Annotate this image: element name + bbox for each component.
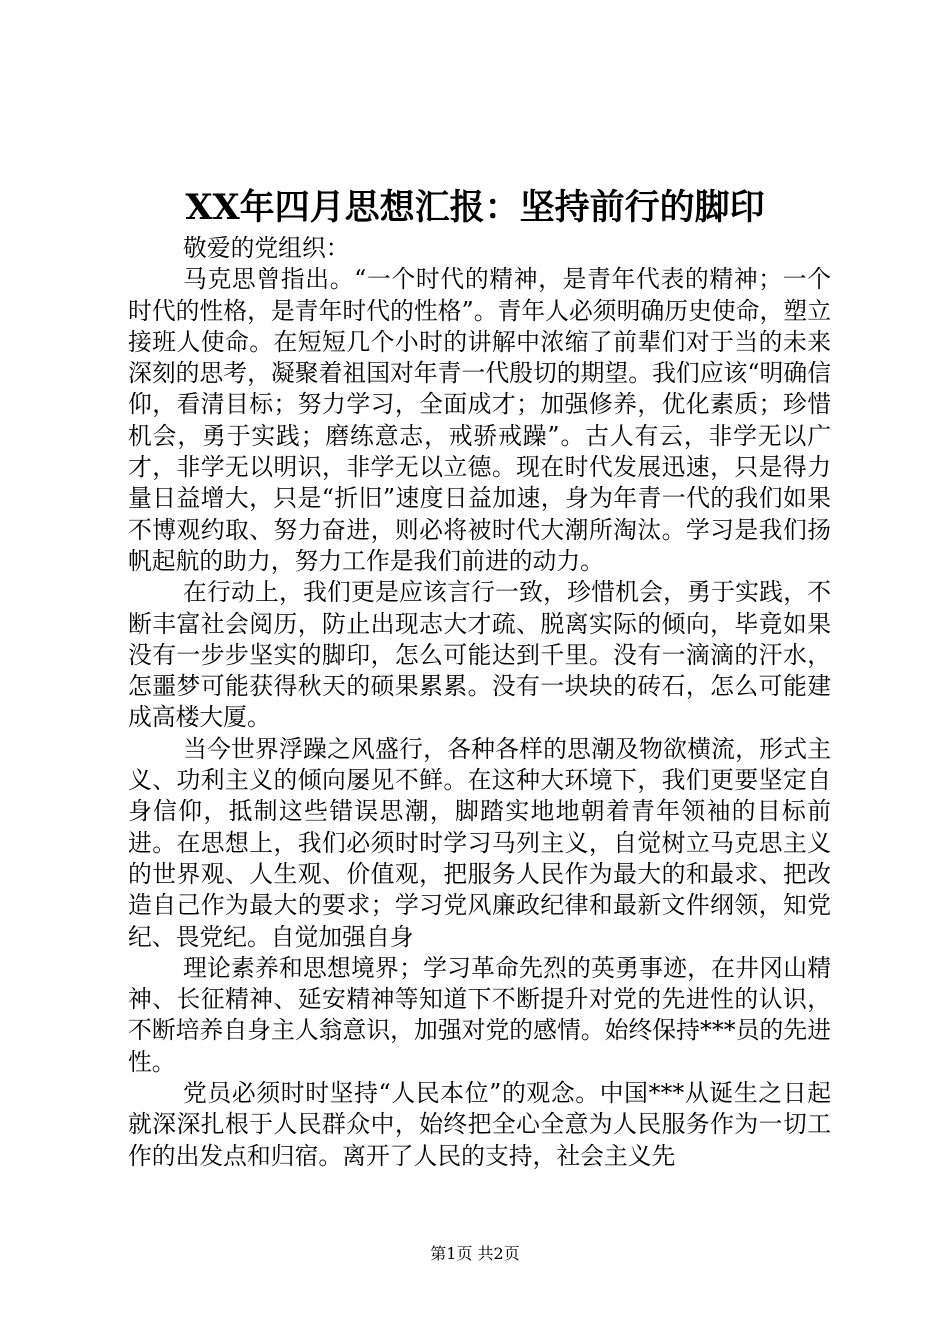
salutation: 敬爱的党组织： — [183, 234, 350, 262]
paragraph: 马克思曾指出。“一个时代的精神，是青年代表的精神；一个时代的性格，是青年时代的性格”。青年人必须明确历史使命，塑立接班人使命。在短短几个小时的讲解中浓缩了前辈们对于当的未来深刻的思考，凝聚着祖国对年青一代殷切的期望。我们应该“明确信仰，看清目标；努力学习，全面成才；加强修养，优化素质；珍惜机会，勇于实践；磨练意志，戒骄戒躁”。古人有云，非学无以广才，非学无以明识，非学无以立德。现在时代发展迅速，只是得力量日益增大，只是“折旧”速度日益加速，身为年青一代的我们如果不博观约取、努力奋进，则必将被时代大潮所淘汰。学习是我们扬帆起航的助力，努力工作是我们前进的动力。 — [128, 265, 831, 575]
paragraph: 在行动上，我们更是应该言行一致，珍惜机会，勇于实践，不断丰富社会阅历，防止出现志大才疏、脱离实际的倾向，毕竟如果没有一步步坚实的脚印，怎么可能达到千里。没有一滴滴的汗水，怎噩梦可能获得秋天的硕果累累。没有一块块的砖石，怎么可能建成高楼大厦。 — [128, 578, 831, 732]
paragraph: 党员必须时时坚持“人民本位”的观念。中国***从诞生之日起就深深扎根于人民群众中，始终把全心全意为人民服务作为一切工作的出发点和归宿。离开了人民的支持，社会主义先 — [128, 1079, 831, 1170]
page-footer: 第1页 共2页 — [430, 1244, 520, 1263]
page-title: XX年四月思想汇报：坚持前行的脚印 — [185, 187, 765, 228]
paragraph: 当今世界浮躁之风盛行，各种各样的思潮及物欲横流，形式主义、功利主义的倾向屡见不鲜。在这种大环境下，我们更要坚定自身信仰，抵制这些错误思潮，脚踏实地地朝着青年领袖的目标前进。在思想上，我们必须时时学习马列主义，自觉树立马克思主义的世界观、人生观、价值观，把服务人民作为最大的和最求、把改造自己作为最大的要求；学习党风廉政纪律和最新文件纲领，知党纪、畏党纪。自觉加强自身 — [128, 734, 831, 951]
document-body — [128, 233, 831, 1172]
paragraph: 理论素养和思想境界；学习革命先烈的英勇事迹，在井冈山精神、长征精神、延安精神等知道下不断提升对党的先进性的认识，不断培养自身主人翁意识，加强对党的感情。始终保持***员的先进性。 — [128, 953, 831, 1076]
